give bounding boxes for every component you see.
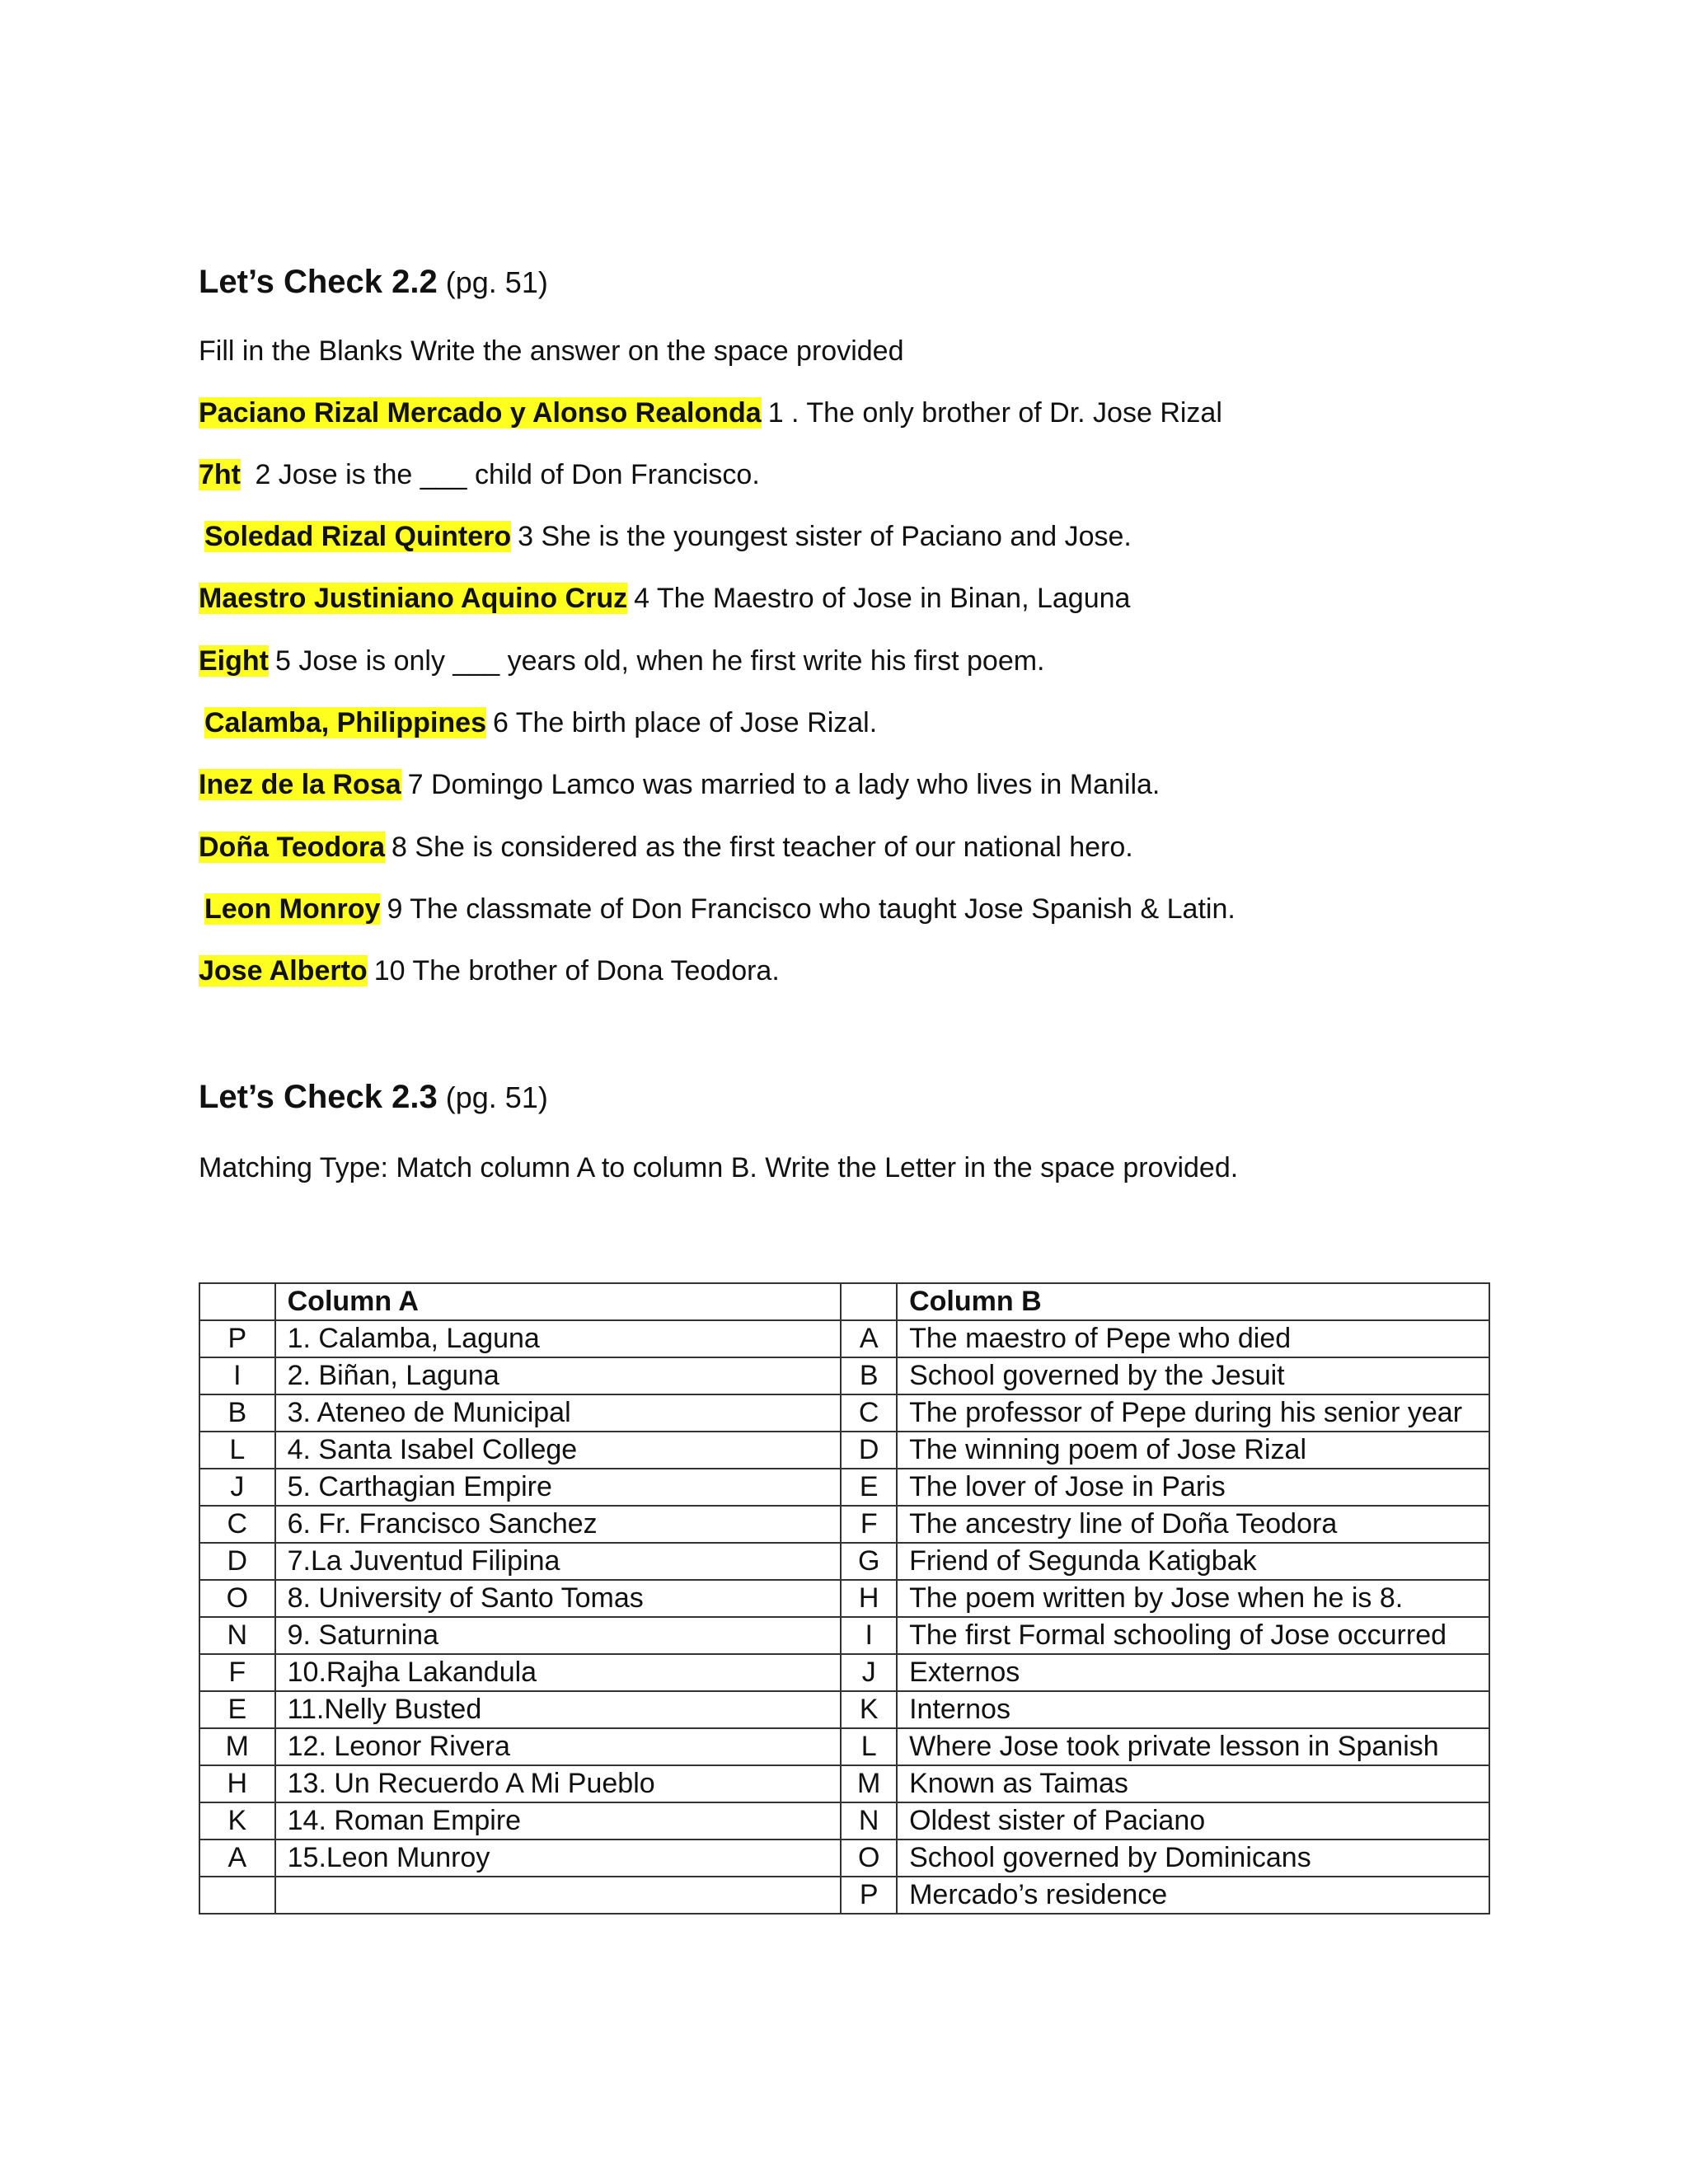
answer-letter-cell: L: [199, 1432, 275, 1469]
table-row: [199, 1654, 1489, 1691]
column-b-item: Oldest sister of Paciano: [897, 1802, 1489, 1840]
column-a-item: 6. Fr. Francisco Sanchez: [275, 1506, 842, 1543]
question-line-6: [204, 706, 877, 740]
column-b-item: The ancestry line of Doña Teodora: [897, 1506, 1489, 1543]
column-b-item: Where Jose took private lesson in Spanish: [897, 1728, 1489, 1765]
answer-letter-cell: H: [199, 1765, 275, 1802]
choice-letter-cell: P: [841, 1877, 897, 1914]
table-row: [199, 1580, 1489, 1617]
column-b-item: Mercado’s residence: [897, 1877, 1489, 1914]
choice-letter-cell: D: [841, 1432, 897, 1469]
instruction-text: Matching Type: Match column A to column B. Write the Letter in the space provided.: [199, 1152, 1239, 1183]
column-b-item: The winning poem of Jose Rizal: [897, 1432, 1489, 1469]
column-a-item: [275, 1877, 842, 1914]
answer-letter-cell: K: [199, 1802, 275, 1840]
question-line-4: [199, 582, 1130, 616]
choice-letter-cell: I: [841, 1617, 897, 1654]
choice-letter-cell: J: [841, 1654, 897, 1691]
answer-letter-cell: B: [199, 1394, 275, 1432]
answer-highlight: Eight: [199, 645, 269, 677]
question-line-3: [204, 520, 1132, 554]
column-b-header: Column B: [897, 1283, 1489, 1320]
column-a-item: 15.Leon Munroy: [275, 1840, 842, 1877]
choice-letter-cell: N: [841, 1802, 897, 1840]
question-text: 9 The classmate of Don Francisco who taught Jose Spanish & Latin.: [387, 893, 1236, 925]
table-row: [199, 1357, 1489, 1394]
question-line-9: [204, 893, 1236, 926]
answer-letter-cell: E: [199, 1691, 275, 1728]
question-line-2: [199, 458, 760, 492]
column-b-item: The professor of Pepe during his senior year: [897, 1394, 1489, 1432]
section-title-check-2-3: [199, 1077, 548, 1117]
table-row: [199, 1320, 1489, 1357]
answer-letter-cell: F: [199, 1654, 275, 1691]
column-a-item: 7.La Juventud Filipina: [275, 1543, 842, 1580]
instruction-text: Fill in the Blanks Write the answer on the space provided: [199, 335, 904, 367]
column-b-item: School governed by Dominicans: [897, 1840, 1489, 1877]
choice-letter-cell: K: [841, 1691, 897, 1728]
column-b-item: The poem written by Jose when he is 8.: [897, 1580, 1489, 1617]
column-b-item: Externos: [897, 1654, 1489, 1691]
question-text: 8 She is considered as the first teacher of our national hero.: [392, 832, 1133, 863]
page-reference: (pg. 51): [445, 265, 548, 299]
answer-highlight: Maestro Justiniano Aquino Cruz: [199, 583, 628, 614]
matching-table: [199, 1282, 1490, 1915]
choice-letter-cell: A: [841, 1320, 897, 1357]
column-b-item: The first Formal schooling of Jose occurred: [897, 1617, 1489, 1654]
table-row: [199, 1877, 1489, 1914]
question-line-1: [199, 396, 1222, 430]
column-b-item: Known as Taimas: [897, 1765, 1489, 1802]
column-a-header: Column A: [275, 1283, 842, 1320]
choice-letter-cell: F: [841, 1506, 897, 1543]
table-row: [199, 1543, 1489, 1580]
answer-highlight: 7ht: [199, 459, 241, 490]
table-row: [199, 1469, 1489, 1506]
question-text: 4 The Maestro of Jose in Binan, Laguna: [634, 583, 1131, 614]
column-a-item: 11.Nelly Busted: [275, 1691, 842, 1728]
column-b-item: School governed by the Jesuit: [897, 1357, 1489, 1394]
column-a-item: 8. University of Santo Tomas: [275, 1580, 842, 1617]
question-text: 5 Jose is only ___ years old, when he first write his first poem.: [274, 645, 1045, 677]
matching-table-body: [199, 1283, 1489, 1914]
answer-letter-cell: I: [199, 1357, 275, 1394]
answer-highlight: Calamba, Philippines: [204, 707, 486, 738]
table-row: [199, 1802, 1489, 1840]
question-text: 1 . The only brother of Dr. Jose Rizal: [767, 397, 1222, 429]
table-row: [199, 1765, 1489, 1802]
question-text: 2 Jose is the ___ child of Don Francisco.: [247, 459, 760, 490]
column-a-item: 13. Un Recuerdo A Mi Pueblo: [275, 1765, 842, 1802]
section-title-text: Let’s Check 2.3: [199, 1079, 438, 1115]
column-b-item: The maestro of Pepe who died: [897, 1320, 1489, 1357]
column-a-item: 3. Ateneo de Municipal: [275, 1394, 842, 1432]
column-b-item: Internos: [897, 1691, 1489, 1728]
column-a-item: 5. Carthagian Empire: [275, 1469, 842, 1506]
column-a-item: 12. Leonor Rivera: [275, 1728, 842, 1765]
column-a-item: 2. Biñan, Laguna: [275, 1357, 842, 1394]
answer-highlight: Jose Alberto: [199, 955, 368, 987]
answer-letter-cell: D: [199, 1543, 275, 1580]
answer-highlight: Soledad Rizal Quintero: [204, 521, 512, 552]
choice-letter-cell: G: [841, 1543, 897, 1580]
question-text: 3 She is the youngest sister of Paciano and Jose.: [518, 521, 1132, 552]
question-line-7: [199, 768, 1160, 802]
answer-letter-cell: J: [199, 1469, 275, 1506]
page-reference: (pg. 51): [445, 1080, 548, 1114]
column-b-item: The lover of Jose in Paris: [897, 1469, 1489, 1506]
column-a-item: 4. Santa Isabel College: [275, 1432, 842, 1469]
answer-letter-cell: C: [199, 1506, 275, 1543]
answer-letter-cell: N: [199, 1617, 275, 1654]
question-line-8: [199, 831, 1133, 865]
section-title-text: Let’s Check 2.2: [199, 264, 438, 300]
answer-header-cell: [199, 1283, 275, 1320]
section-title-check-2-2: [199, 262, 548, 302]
table-row: [199, 1432, 1489, 1469]
choice-letter-cell: L: [841, 1728, 897, 1765]
answer-letter-cell: [199, 1877, 275, 1914]
table-row: [199, 1506, 1489, 1543]
question-line-5: [199, 644, 1045, 678]
question-line-10: [199, 954, 780, 988]
table-row: [199, 1691, 1489, 1728]
column-a-item: 9. Saturnina: [275, 1617, 842, 1654]
column-a-item: 14. Roman Empire: [275, 1802, 842, 1840]
letter-header-cell: [841, 1283, 897, 1320]
choice-letter-cell: O: [841, 1840, 897, 1877]
choice-letter-cell: E: [841, 1469, 897, 1506]
table-header-row: [199, 1283, 1489, 1320]
answer-letter-cell: P: [199, 1320, 275, 1357]
answer-highlight: Paciano Rizal Mercado y Alonso Realonda: [199, 397, 762, 429]
table-row: [199, 1840, 1489, 1877]
answer-highlight: Inez de la Rosa: [199, 769, 401, 800]
answer-highlight: Doña Teodora: [199, 832, 386, 863]
answer-letter-cell: M: [199, 1728, 275, 1765]
question-text: 6 The birth place of Jose Rizal.: [492, 707, 878, 738]
answer-letter-cell: A: [199, 1840, 275, 1877]
choice-letter-cell: H: [841, 1580, 897, 1617]
column-a-item: 10.Rajha Lakandula: [275, 1654, 842, 1691]
choice-letter-cell: C: [841, 1394, 897, 1432]
column-a-item: 1. Calamba, Laguna: [275, 1320, 842, 1357]
answer-highlight: Leon Monroy: [204, 893, 381, 925]
choice-letter-cell: M: [841, 1765, 897, 1802]
answer-letter-cell: O: [199, 1580, 275, 1617]
table-row: [199, 1394, 1489, 1432]
choice-letter-cell: B: [841, 1357, 897, 1394]
column-b-item: Friend of Segunda Katigbak: [897, 1543, 1489, 1580]
table-row: [199, 1728, 1489, 1765]
table-row: [199, 1617, 1489, 1654]
question-text: 10 The brother of Dona Teodora.: [373, 955, 780, 987]
question-text: 7 Domingo Lamco was married to a lady who lives in Manila.: [407, 769, 1160, 800]
